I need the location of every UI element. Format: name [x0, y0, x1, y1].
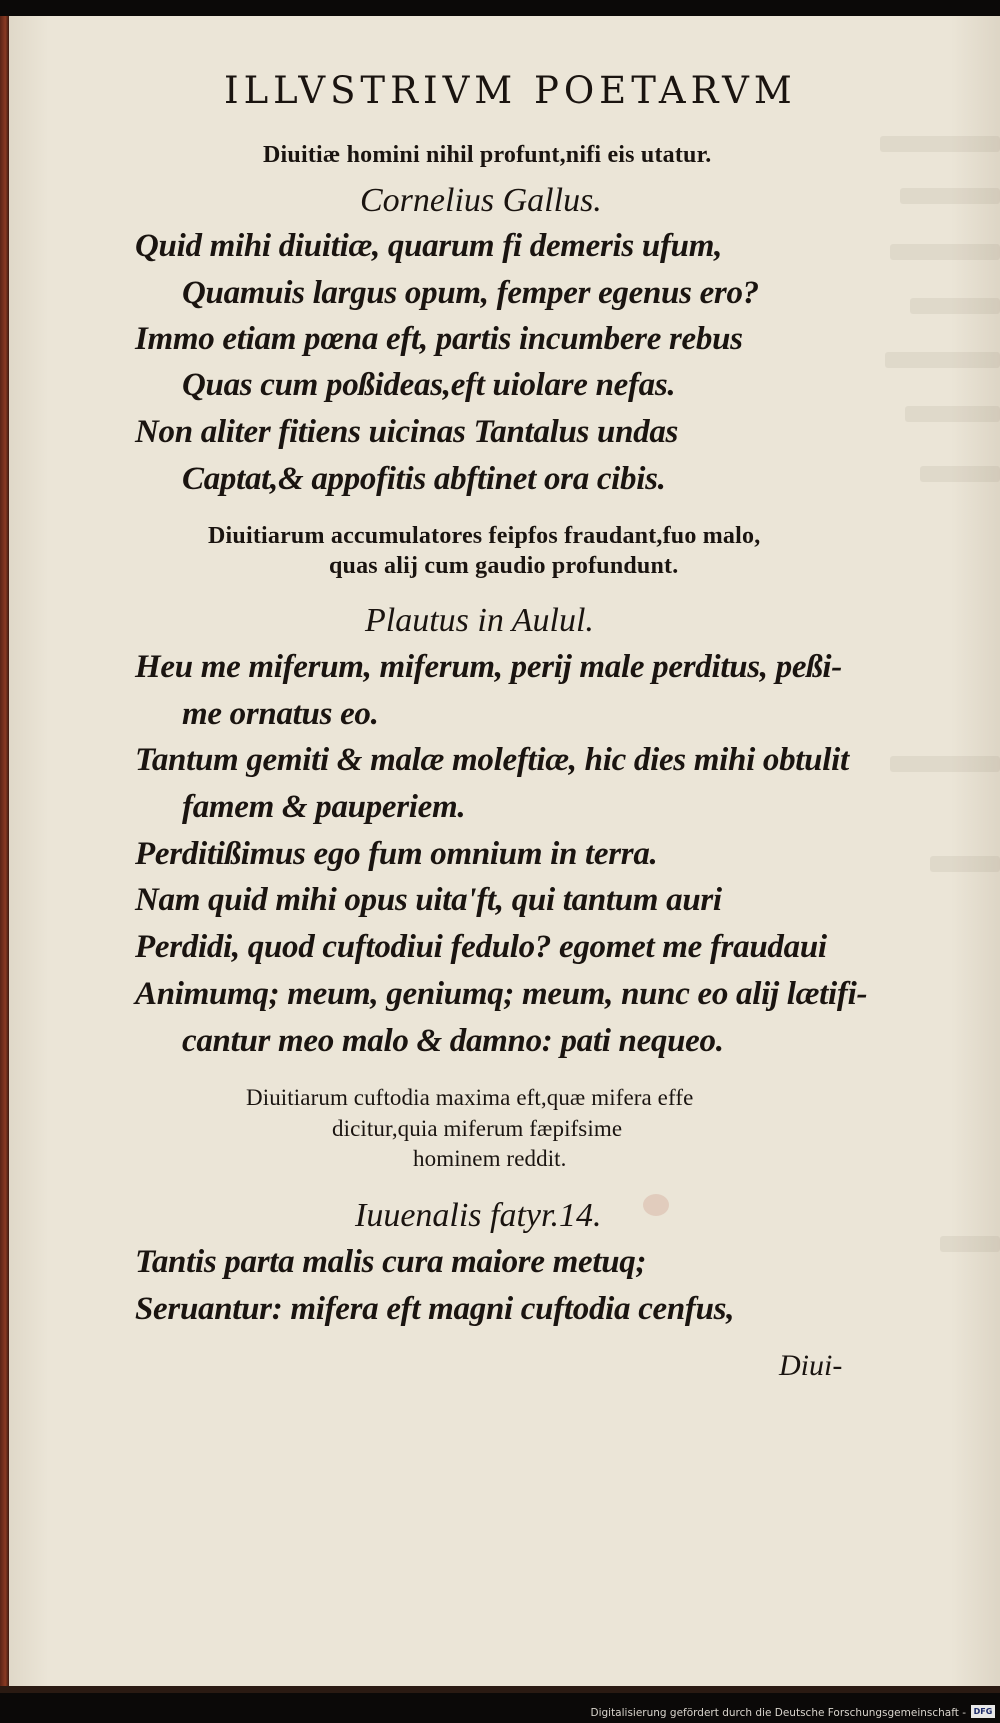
verse-line: Captat,& appofitis abftinet ora cibis.: [182, 461, 666, 497]
verse-line: Heu me miferum, miferum, perij male perditus, peßi-: [135, 649, 842, 685]
verse-line: Non aliter fitiens uicinas Tantalus undas: [135, 414, 679, 450]
author-heading: Plautus in Aulul.: [365, 602, 594, 639]
section-heading: dicitur,quia miferum fæpifsime: [332, 1116, 623, 1141]
section-heading: hominem reddit.: [413, 1146, 567, 1171]
verse-line: Seruantur: mifera eft magni cuftodia cenfus,: [135, 1291, 735, 1327]
verse-line: Tantis parta malis cura maiore metuq;: [135, 1244, 647, 1280]
bottom-edge: [0, 1686, 1000, 1693]
section-heading: Diuitiarum cuftodia maxima eft,quæ mifera effe: [246, 1085, 694, 1110]
running-header: ILLVSTRIVM POETARVM: [224, 69, 797, 112]
verse-line: Quid mihi diuitiæ, quarum fi demeris ufum,: [135, 228, 723, 264]
show-through-text: [860, 136, 1000, 1386]
verse-line: cantur meo malo & damno: pati nequeo.: [182, 1023, 724, 1059]
verse-line: Perdidi, quod cuftodiui fedulo? egomet me fraudaui: [135, 929, 827, 965]
dfg-logo: DFG: [971, 1705, 995, 1718]
book-page: [9, 16, 1000, 1693]
verse-line: famem & pauperiem.: [182, 789, 466, 825]
catchword: Diui-: [779, 1349, 843, 1382]
verse-line: Tantum gemiti & malæ moleftiæ, hic dies mihi obtulit: [135, 742, 849, 778]
section-heading: quas alij cum gaudio profundunt.: [329, 553, 679, 579]
book-edge: [0, 16, 9, 1693]
verse-line: Animumq; meum, geniumq; meum, nunc eo alij lætifi-: [135, 976, 868, 1012]
top-border: [0, 0, 1000, 16]
author-heading: Cornelius Gallus.: [360, 182, 602, 219]
page-stain: [643, 1194, 669, 1216]
verse-line: Quamuis largus opum, femper egenus ero?: [182, 275, 759, 311]
section-heading: Diuitiæ homini nihil profunt,nifi eis utatur.: [263, 142, 712, 168]
digitization-credit: Digitalisierung gefördert durch die Deutsche Forschungsgemeinschaft -: [590, 1707, 966, 1719]
verse-line: Immo etiam pœna eft, partis incumbere rebus: [135, 321, 743, 357]
verse-line: Nam quid mihi opus uita'ft, qui tantum auri: [135, 882, 722, 918]
verse-line: Quas cum poßideas,eft uiolare nefas.: [182, 367, 676, 403]
author-heading: Iuuenalis fatyr.14.: [355, 1197, 602, 1234]
section-heading: Diuitiarum accumulatores feipfos fraudant,fuo malo,: [208, 523, 761, 549]
verse-line: me ornatus eo.: [182, 696, 379, 732]
verse-line: Perditißimus ego fum omnium in terra.: [135, 836, 658, 872]
